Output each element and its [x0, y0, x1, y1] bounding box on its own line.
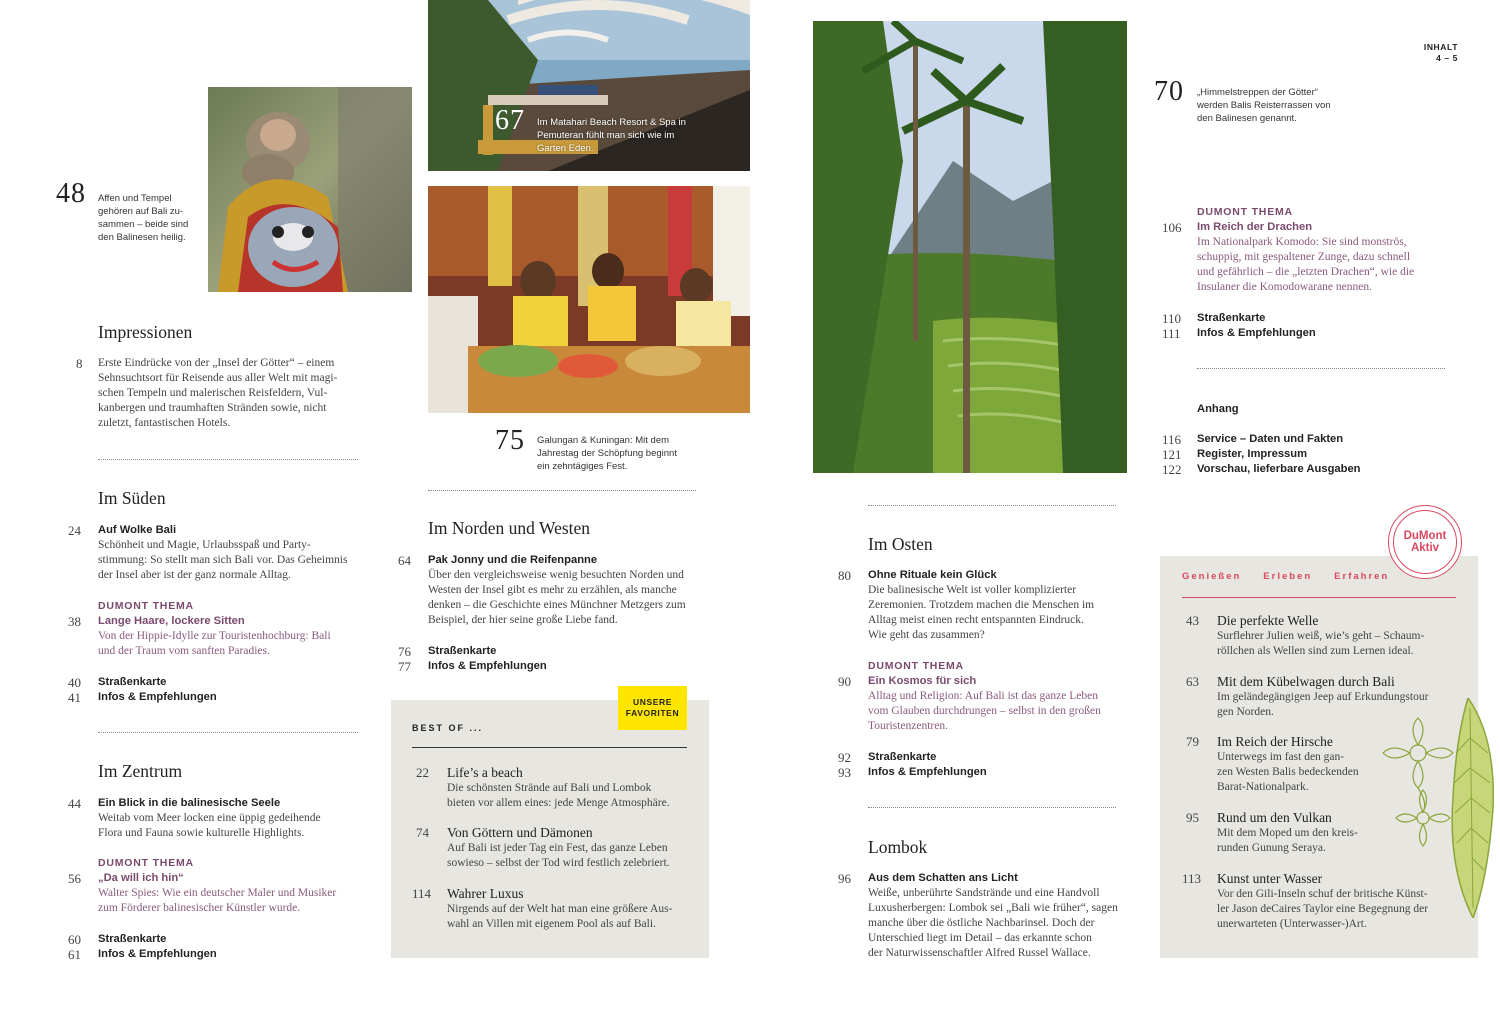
- entry-text-line: der Naturwissenschaftler Alfred Russel Wallace.: [868, 947, 1091, 959]
- dumont-thema-label: DUMONT THEMA: [1197, 206, 1293, 218]
- section-title-anhang: Anhang: [1197, 403, 1239, 415]
- caption-line: ein zehntägiges Fest.: [537, 461, 628, 472]
- list-item-label: Straßenkarte: [428, 645, 497, 657]
- entry-title: Mit dem Kübelwagen durch Bali: [1217, 674, 1395, 689]
- badge-line: DuMont: [1403, 530, 1447, 542]
- entry-text-line: Mit dem Moped um den kreis-: [1217, 827, 1358, 839]
- entry-text-line: Wie geht das zusammen?: [868, 629, 985, 641]
- list-item-vorschau[interactable]: [1162, 462, 1452, 477]
- entry-text-line: Über den vergleichsweise wenig besuchten Norden und: [428, 569, 684, 581]
- dotted-divider: [868, 505, 1116, 506]
- entry-text-line: Nirgends auf der Welt hat man eine größere Aus-: [447, 903, 673, 915]
- entry-text-line: röllchen als Wellen sind zum Lernen ideal.: [1217, 645, 1414, 657]
- entry-text-line: bieten vor allem eines: jede Menge Atmosphäre.: [447, 797, 670, 809]
- caption-line: Affen und Tempel: [98, 193, 172, 204]
- tagline-word: Genießen: [1182, 571, 1242, 582]
- list-item-label: Infos & Empfehlungen: [98, 691, 217, 703]
- page-number: 116: [1162, 432, 1182, 447]
- list-item-label: Infos & Empfehlungen: [868, 766, 987, 778]
- entry-text-line: Sehnsuchtsort für Reisende aus aller Welt mit magi-: [98, 372, 338, 384]
- entry-text-line: Walter Spies: Wie ein deutscher Maler und Musiker: [98, 887, 337, 899]
- entry-text-line: Surflehrer Julien weiß, wie’s geht – Schaum-: [1217, 630, 1425, 642]
- toc-list-osten: [838, 750, 1148, 780]
- entry-text-line: Beispiel, der hier seine große Liebe fand.: [428, 614, 618, 626]
- list-item-label: Service – Daten und Fakten: [1197, 433, 1344, 445]
- entry-text-line: ler Jason deCaires Taylor eine Begegnung der: [1217, 903, 1429, 915]
- page-number: 24: [68, 523, 81, 538]
- page-number: 111: [1162, 326, 1181, 341]
- entry-title: Pak Jonny und die Reifenpanne: [428, 554, 598, 566]
- page-number: 22: [416, 765, 429, 780]
- page-number: 110: [1162, 311, 1182, 326]
- page-number: 43: [1186, 613, 1199, 628]
- section-title-zentrum: Im Zentrum: [98, 761, 183, 781]
- dotted-divider: [868, 807, 1116, 808]
- list-item-register[interactable]: [1162, 447, 1452, 462]
- tagline-word: Erleben: [1263, 571, 1313, 582]
- entry-text-line: Insulaner die Komodowarane nennen.: [1197, 281, 1372, 293]
- entry-title: Kunst unter Wasser: [1217, 871, 1323, 886]
- entry-title: Wahrer Luxus: [447, 886, 524, 901]
- entry-title: Von Göttern und Dämonen: [447, 825, 593, 840]
- entry-text-line: und der Traum vom sanften Paradies.: [98, 645, 270, 657]
- photo-caption-67: [537, 116, 737, 155]
- page-number: 114: [412, 886, 432, 901]
- dotted-divider: [428, 490, 696, 491]
- toc-list-zentrum: [68, 932, 378, 962]
- page-number: 60: [68, 932, 81, 947]
- badge-line: UNSERE: [632, 697, 673, 707]
- dumont-thema-label: DUMONT THEMA: [98, 600, 194, 612]
- dumont-thema-label: DUMONT THEMA: [868, 660, 964, 672]
- page-number: 61: [68, 947, 81, 962]
- page-number: 90: [838, 674, 851, 689]
- entry-title: Im Reich der Drachen: [1197, 221, 1313, 233]
- list-item-label: Straßenkarte: [868, 751, 937, 763]
- page-number: 40: [68, 675, 81, 690]
- photo-page-number-75: 75: [495, 425, 525, 456]
- section-title-lombok: Lombok: [868, 837, 928, 857]
- dotted-divider: [98, 459, 358, 460]
- aktiv-rule: [1182, 597, 1456, 598]
- entry-title: Life’s a beach: [447, 765, 523, 780]
- section-title-impressionen: Impressionen: [98, 322, 193, 342]
- entry-text-line: Die schönsten Strände auf Bali und Lombok: [447, 782, 652, 794]
- list-item-strassenkarte[interactable]: [68, 675, 378, 690]
- page-number: 113: [1182, 871, 1202, 886]
- entry-text-line: schuppig, mit gespaltener Zunge, dazu schnell: [1197, 251, 1411, 263]
- entry-title: Lange Haare, lockere Sitten: [98, 615, 245, 627]
- list-item-strassenkarte[interactable]: [838, 750, 1148, 765]
- entry-text-line: und gefährlich – die „letzten Drachen“, wie die: [1197, 266, 1415, 278]
- page-number: 77: [398, 659, 411, 674]
- dotted-divider: [1197, 368, 1445, 369]
- page-number: 92: [838, 750, 851, 765]
- caption-line: werden Balis Reisterrassen von: [1197, 100, 1331, 111]
- toc-list-sueden: [68, 675, 378, 705]
- caption-line: gehören auf Bali zu-: [98, 206, 184, 217]
- page-number: 106: [1162, 220, 1182, 235]
- entry-text-line: Alltag und Religion: Auf Bali ist das ganze Leben: [868, 690, 1098, 702]
- entry-text-line: Touristenzentren.: [868, 720, 948, 732]
- entry-title: Ein Blick in die balinesische Seele: [98, 797, 281, 809]
- list-item-infos[interactable]: [68, 690, 378, 705]
- caption-line: sammen – beide sind: [98, 219, 189, 230]
- page-number: 74: [416, 825, 429, 840]
- list-item-strassenkarte[interactable]: [398, 644, 708, 659]
- entry-title: „Da will ich hin“: [98, 872, 184, 884]
- favoriten-badge: [618, 686, 687, 730]
- photo-caption-75: [537, 434, 737, 473]
- entry-title: Die perfekte Welle: [1217, 613, 1319, 628]
- entry-text-line: Alltag meist einen recht entspannten Eindruck.: [868, 614, 1084, 626]
- entry-text-line: manche über die östliche Nachbarinsel. Doch der: [868, 917, 1095, 929]
- caption-line: „Himmelstreppen der Götter“: [1197, 87, 1318, 98]
- list-item-infos[interactable]: [398, 659, 708, 674]
- entry-text-line: Zeremonien. Trotzdem machen die Menschen im: [868, 599, 1095, 611]
- entry-text-line: Im Nationalpark Komodo: Sie sind monströs,: [1197, 236, 1407, 248]
- entry-text-line: der Insel aber ist der ganz normale Alltag.: [98, 569, 291, 581]
- list-item-strassenkarte[interactable]: [68, 932, 378, 947]
- entry-text-line: kanbergen und traumhaften Stränden sowie, nicht: [98, 402, 327, 414]
- entry-text-line: Westen der Insel gibt es mehr zu erzählen, als manche: [428, 584, 677, 596]
- toc-list-norden: [398, 644, 708, 674]
- entry-text-line: schen Tempeln und malerischen Reisfeldern, Vul-: [98, 387, 328, 399]
- entry-text-line: Vor den Gili-Inseln schuf der britische Künst-: [1217, 888, 1428, 900]
- entry-text-line: Barat-Nationalpark.: [1217, 781, 1309, 793]
- entry-text-line: Luxusherbergen: Lombok sei „Bali wie früher“, sagen: [868, 902, 1118, 914]
- entry-text-line: zum Förderer balinesischer Künstler wurde.: [98, 902, 301, 914]
- list-item-infos[interactable]: [838, 765, 1148, 780]
- list-item-label: Straßenkarte: [98, 933, 167, 945]
- entry-title: Ohne Rituale kein Glück: [868, 569, 997, 581]
- caption-line: Jahrestag der Schöpfung beginnt: [537, 448, 677, 459]
- page-range: 4 – 5: [1436, 53, 1458, 63]
- entry-text-line: unerwarteten (Unterwasser-)Art.: [1217, 918, 1367, 930]
- entry-text-line: Unterschied liegt im Detail – das erkannte schon: [868, 932, 1092, 944]
- caption-line: Galungan & Kuningan: Mit dem: [537, 435, 670, 446]
- list-item-label: Infos & Empfehlungen: [428, 660, 547, 672]
- tagline-word: Erfahren: [1334, 571, 1390, 582]
- entry-title: Auf Wolke Bali: [98, 524, 177, 536]
- entry-text-line: Die balinesische Welt ist voller komplizierter: [868, 584, 1077, 596]
- entry-text-line: zen Westen Balis bedeckenden: [1217, 766, 1359, 778]
- list-item-label: Infos & Empfehlungen: [98, 948, 217, 960]
- page-number: 95: [1186, 810, 1199, 825]
- page-number: 80: [838, 568, 851, 583]
- caption-line: Im Matahari Beach Resort & Spa in: [537, 117, 686, 128]
- section-title-norden: Im Norden und Westen: [428, 518, 591, 538]
- entry-text-line: stimmung: So stellt man sich Bali vor. Das Geheimnis: [98, 554, 348, 566]
- entry-text-line: Weiße, unberührte Sandstrände und eine Handvoll: [868, 887, 1100, 899]
- toc-list-komodo: [1162, 311, 1452, 341]
- list-item-service[interactable]: [1162, 432, 1452, 447]
- rice-terrace-photo: [813, 21, 1127, 473]
- toc-list-anhang: [1162, 432, 1452, 477]
- best-of-rule: [412, 747, 687, 748]
- entry-text-line: Schönheit und Magie, Urlaubsspaß und Party-: [98, 539, 311, 551]
- list-item-label: Straßenkarte: [1197, 312, 1266, 324]
- photo-page-number-70: 70: [1154, 76, 1184, 107]
- dumont-thema-label: DUMONT THEMA: [98, 857, 194, 869]
- entry-text-line: Weitab vom Meer locken eine üppig gedeihende: [98, 812, 321, 824]
- badge-line: Aktiv: [1410, 542, 1440, 554]
- monkey-temple-photo: [208, 87, 412, 292]
- list-item-infos[interactable]: [68, 947, 378, 962]
- page-number: 44: [68, 796, 81, 811]
- list-item-label: Register, Impressum: [1197, 448, 1308, 460]
- caption-line: den Balinesen heilig.: [98, 232, 186, 243]
- aktiv-tagline: [1182, 571, 1389, 582]
- photo-page-number-48: 48: [56, 178, 86, 209]
- caption-line: Pemuteran fühlt man sich wie im: [537, 130, 675, 141]
- entry-title: Aus dem Schatten ans Licht: [868, 872, 1018, 884]
- photo-page-number-67: 67: [495, 105, 525, 136]
- list-item-label: Infos & Empfehlungen: [1197, 327, 1316, 339]
- entry-text-line: Im geländegängigen Jeep auf Erkundungstour: [1217, 691, 1429, 703]
- entry-text-line: zuletzt, fantastischen Hotels.: [98, 417, 231, 429]
- page-number: 8: [76, 356, 83, 371]
- photo-caption-48: [98, 192, 208, 244]
- page-number: 121: [1162, 447, 1182, 462]
- entry-text-line: wahl an Villen mit eigenem Pool als auf Bali.: [447, 918, 656, 930]
- page-number: 96: [838, 871, 851, 886]
- page-number: 64: [398, 553, 411, 568]
- entry-text-line: gen Norden.: [1217, 706, 1274, 718]
- entry-text-line: runden Gunung Seraya.: [1217, 842, 1326, 854]
- ceremony-photo: [428, 186, 750, 413]
- section-title-sueden: Im Süden: [98, 488, 166, 508]
- list-item-label: Straßenkarte: [98, 676, 167, 688]
- dumont-aktiv-badge: [1388, 505, 1462, 579]
- list-item-strassenkarte[interactable]: [1162, 311, 1452, 326]
- entry-text-line: Unterwegs im fast den gan-: [1217, 751, 1345, 763]
- entry-text-line: Erste Eindrücke von der „Insel der Götter“ – einem: [98, 357, 335, 369]
- entry-title: Ein Kosmos für sich: [868, 675, 977, 687]
- page-number: 63: [1186, 674, 1199, 689]
- entry-title: Rund um den Vulkan: [1217, 810, 1332, 825]
- page-number: 79: [1186, 734, 1199, 749]
- section-title-osten: Im Osten: [868, 534, 933, 554]
- list-item-label: Vorschau, lieferbare Ausgaben: [1197, 463, 1361, 475]
- photo-caption-70: [1197, 86, 1357, 125]
- page-number: 93: [838, 765, 851, 780]
- entry-text-line: sowieso – selbst der Tod wird festlich zelebriert.: [447, 857, 670, 869]
- entry-text-line: Auf Bali ist jeder Tag ein Fest, das ganze Leben: [447, 842, 668, 854]
- caption-line: Garten Eden.: [537, 143, 594, 154]
- page-number: 122: [1162, 462, 1182, 477]
- page-number: 56: [68, 871, 81, 886]
- entry-text-line: Von der Hippie-Idylle zur Touristenhochburg: Bali: [98, 630, 331, 642]
- entry-text-line: vom Glauben durchdrungen – selbst in den großen: [868, 705, 1101, 717]
- entry-title: Im Reich der Hirsche: [1217, 734, 1333, 749]
- list-item-infos[interactable]: [1162, 326, 1452, 341]
- page-number: 76: [398, 644, 411, 659]
- page-number: 41: [68, 690, 81, 705]
- entry-text-line: denken – die Geschichte eines Münchner Metzgers zum: [428, 599, 686, 611]
- best-of-heading: BEST OF ...: [412, 723, 484, 733]
- page-header: [1424, 42, 1458, 64]
- caption-line: den Balinesen genannt.: [1197, 113, 1297, 124]
- page-number: 38: [68, 614, 81, 629]
- dotted-divider: [98, 732, 358, 733]
- badge-line: FAVORITEN: [625, 708, 680, 718]
- section-label: INHALT: [1423, 42, 1458, 52]
- entry-text-line: Flora und Fauna sowie kulturelle Highlights.: [98, 827, 305, 839]
